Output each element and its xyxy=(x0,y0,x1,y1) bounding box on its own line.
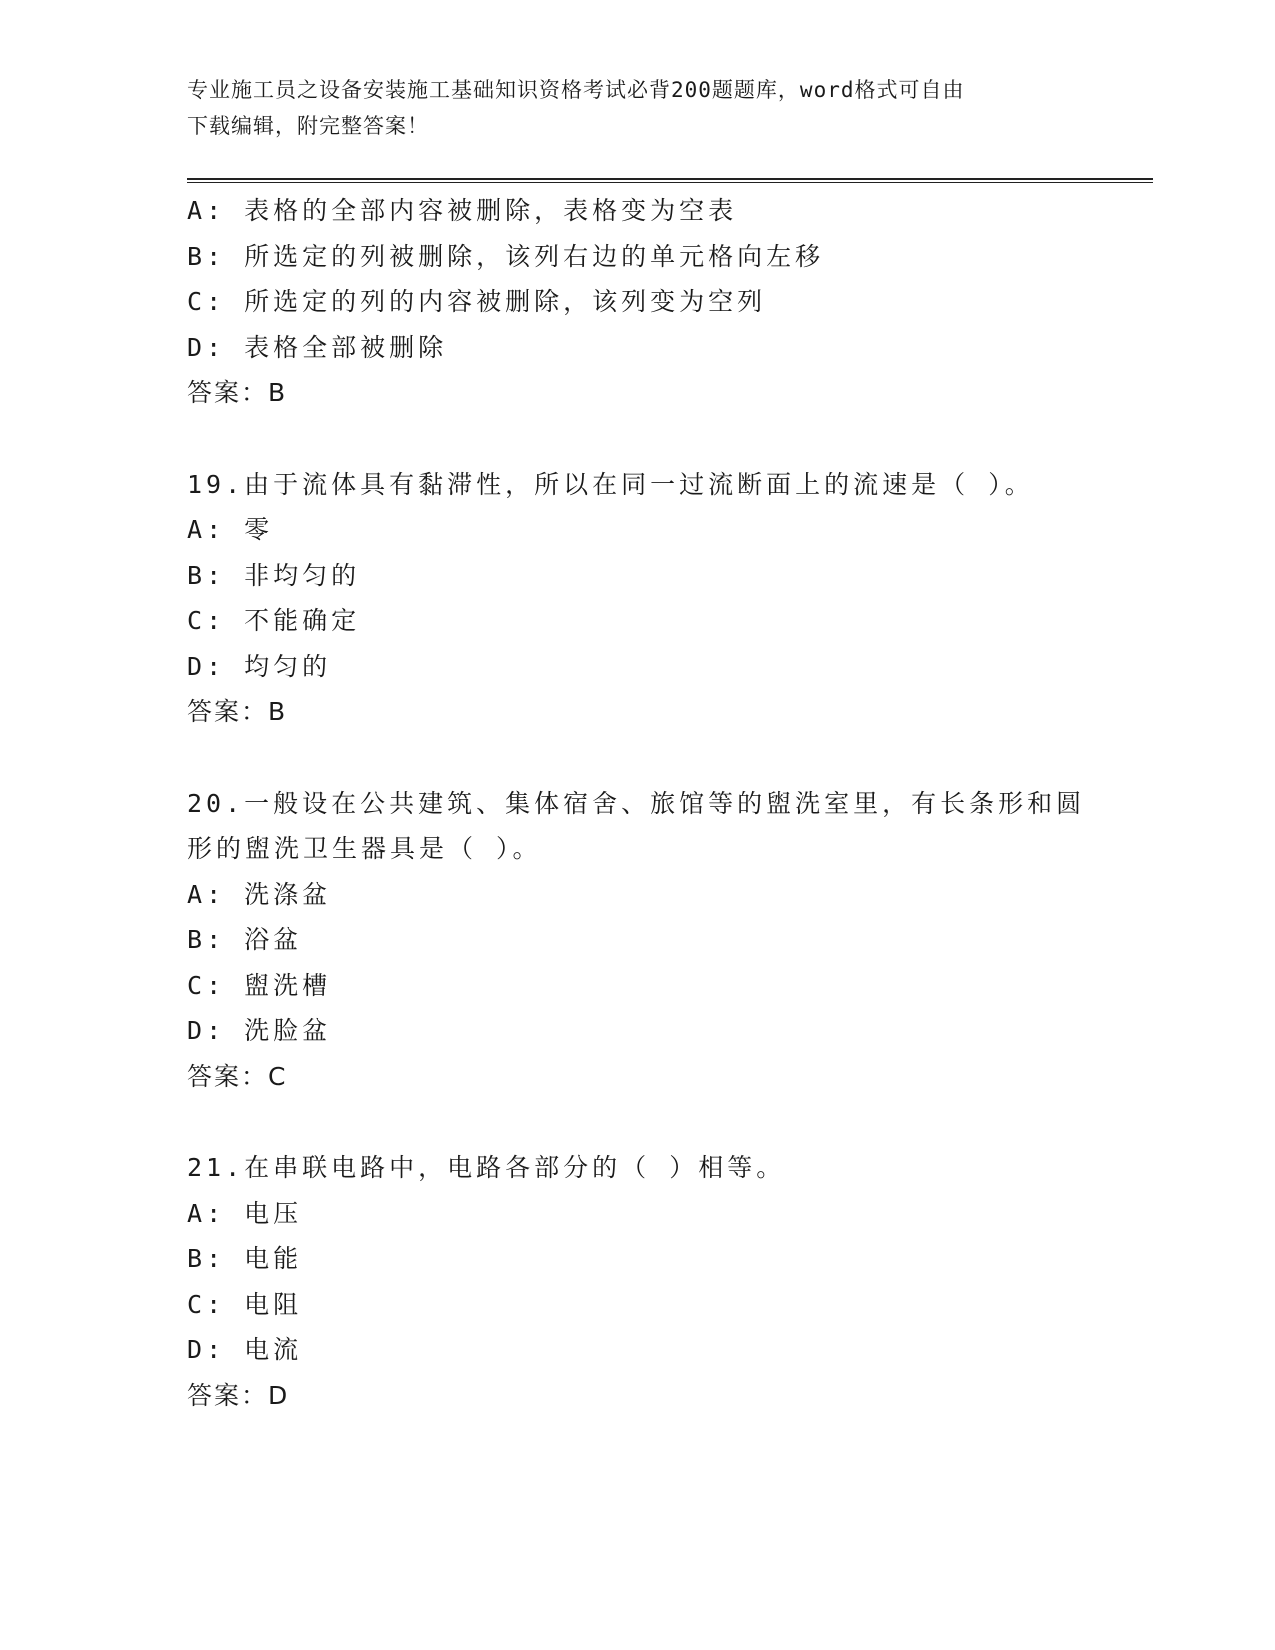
option-a: A: 零 xyxy=(187,515,274,544)
option-d: D: 电流 xyxy=(187,1335,303,1364)
option-b: B: 所选定的列被删除，该列右边的单元格向左移 xyxy=(187,241,825,271)
question-block-19 xyxy=(187,462,1087,735)
option-a: A: 洗涤盆 xyxy=(187,879,332,909)
option-c: C: 不能确定 xyxy=(187,606,361,635)
option-b: B: 非均匀的 xyxy=(187,560,361,590)
option-d: D: 表格全部被删除 xyxy=(187,332,448,362)
option-a: A: 表格的全部内容被删除，表格变为空表 xyxy=(187,196,738,225)
answer-line: 答案：B xyxy=(187,378,288,407)
header-title-line-2: 下载编辑，附完整答案！ xyxy=(187,114,429,138)
answer-line: 答案：B xyxy=(187,697,288,726)
question-stem-line-1: 20.一般设在公共建筑、集体宿舍、旅馆等的盥洗室里，有长条形和圆 xyxy=(187,788,1086,818)
question-stem: 21.在串联电路中，电路各部分的（ ）相等。 xyxy=(187,1153,786,1182)
question-stem-line-2: 形的盥洗卫生器具是（ ）。 xyxy=(187,834,542,863)
answer-line: 答案：C xyxy=(187,1061,288,1091)
option-d: D: 洗脸盆 xyxy=(187,1016,332,1045)
spacer xyxy=(187,416,1087,462)
spacer xyxy=(187,1099,1087,1145)
question-stem: 19.由于流体具有黏滞性，所以在同一过流断面上的流速是（ ）。 xyxy=(187,469,1034,499)
question-block-18 xyxy=(187,188,1087,416)
option-b: B: 浴盆 xyxy=(187,925,303,954)
option-d: D: 均匀的 xyxy=(187,651,332,681)
option-c: C: 盥洗槽 xyxy=(187,970,332,1000)
spacer xyxy=(187,735,1087,781)
header-divider xyxy=(187,178,1153,183)
option-b: B: 电能 xyxy=(187,1244,303,1273)
document-header xyxy=(187,72,1087,144)
option-a: A: 电压 xyxy=(187,1198,303,1228)
option-c: C: 电阻 xyxy=(187,1289,303,1319)
header-title-line-1: 专业施工员之设备安装施工基础知识资格考试必背200题题库，word格式可自由 xyxy=(187,78,965,102)
answer-line: 答案：D xyxy=(187,1380,290,1410)
question-block-20 xyxy=(187,781,1087,1100)
option-c: C: 所选定的列的内容被删除，该列变为空列 xyxy=(187,287,767,316)
question-block-21 xyxy=(187,1145,1087,1418)
question-list xyxy=(187,188,1087,1418)
